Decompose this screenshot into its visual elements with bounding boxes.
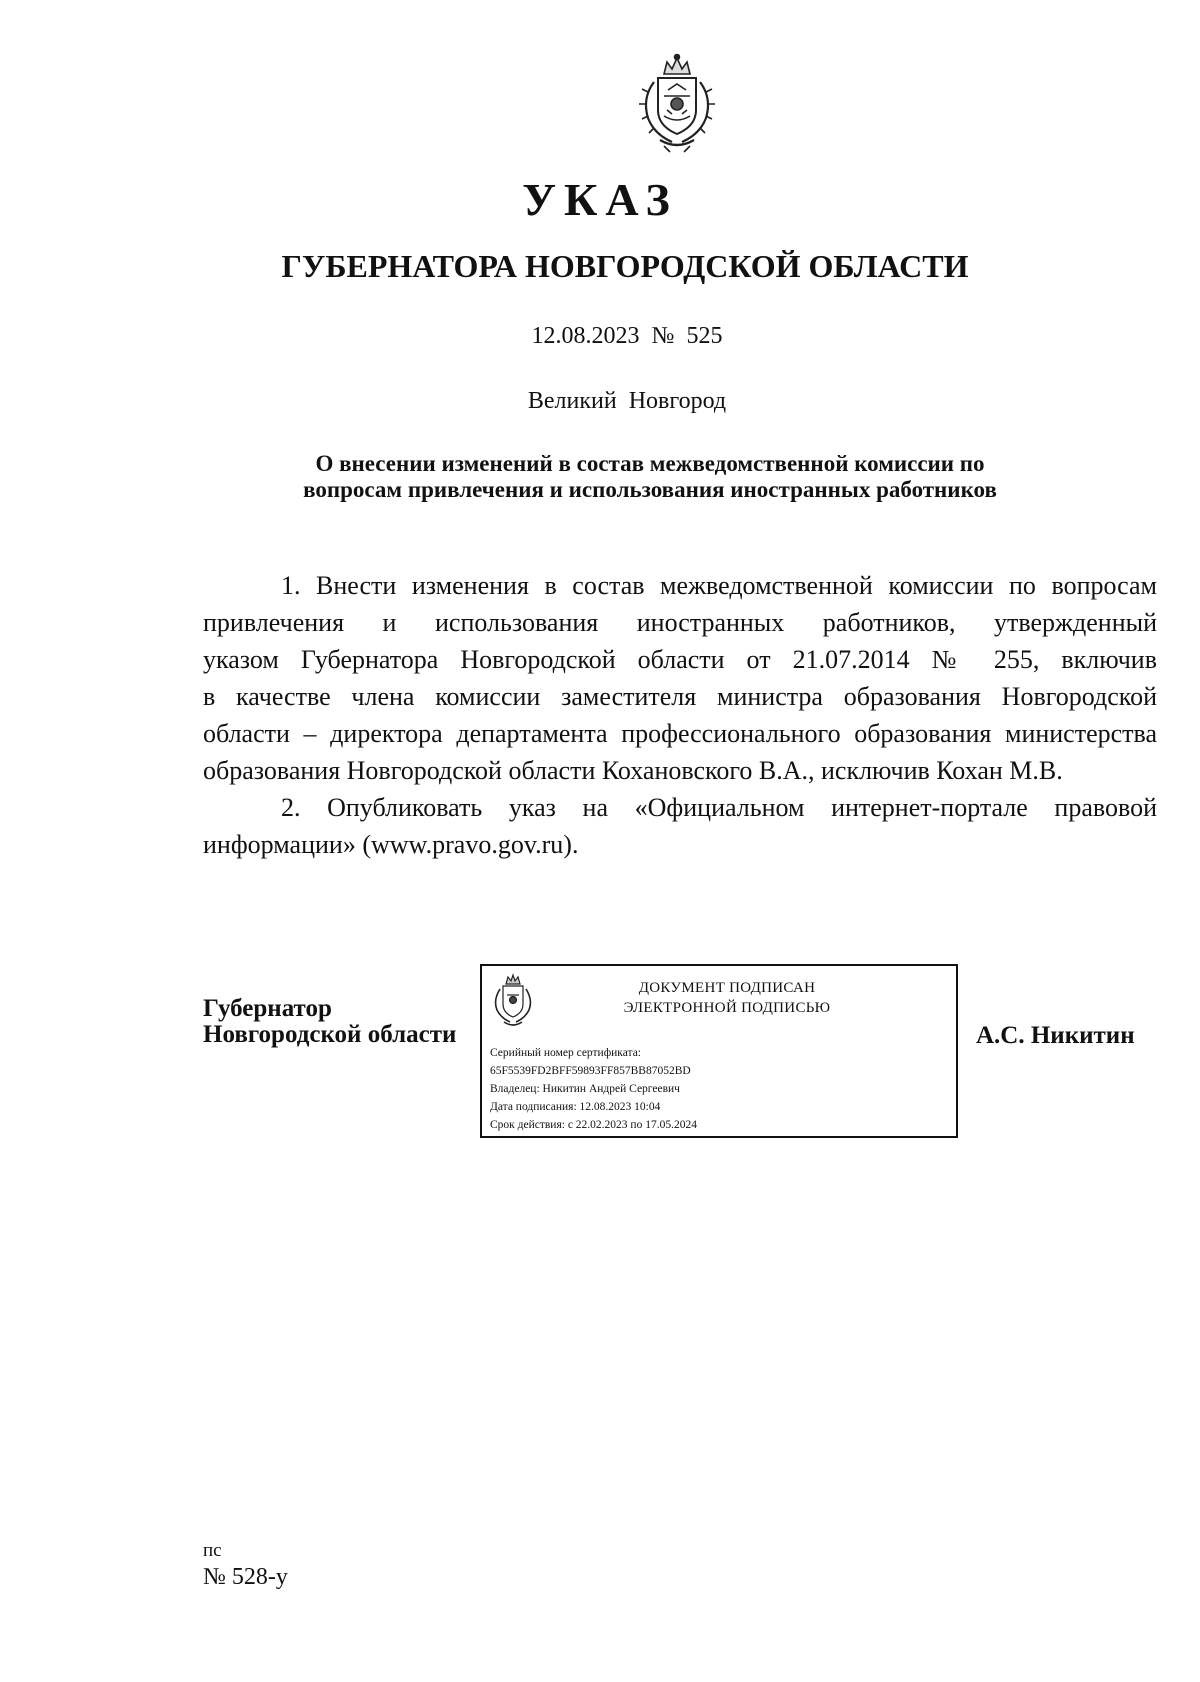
- city-name: Великий Новгород: [527, 388, 727, 414]
- body-line: области – директора департамента профессионального образования министерства: [203, 719, 1157, 748]
- body-line: 1. Внести изменения в состав межведомственной комиссии по вопросам: [281, 571, 1157, 600]
- stamp-heading: [542, 978, 912, 1018]
- footer-code: пс: [203, 1540, 222, 1561]
- signatory-name: А.С. Никитин: [976, 1022, 1135, 1049]
- document-title: УКАЗ: [522, 174, 678, 225]
- certificate-serial-value: 65F5539FD2BFF59893FF857BB87052BD: [490, 1065, 691, 1077]
- stamp-heading-line: ЭЛЕКТРОННОЙ ПОДПИСЬЮ: [623, 1000, 831, 1016]
- certificate-owner: Владелец: Никитин Андрей Сергеевич: [490, 1083, 680, 1095]
- document-body: [203, 567, 1157, 863]
- stamp-heading-line: ДОКУМЕНТ ПОДПИСАН: [638, 980, 816, 996]
- signatory-position-line: Новгородской области: [203, 1021, 457, 1048]
- signing-date: Дата подписания: 12.08.2023 10:04: [490, 1101, 661, 1113]
- certificate-serial-label: Серийный номер сертификата:: [490, 1047, 641, 1059]
- coat-of-arms-small-icon: [490, 972, 536, 1030]
- body-line: информации» (www.pravo.gov.ru).: [203, 830, 579, 859]
- body-line: указом Губернатора Новгородской области от 21.07.2014 № 255, включив: [203, 645, 1157, 674]
- electronic-signature-stamp: [480, 964, 958, 1138]
- footer-number: № 528-у: [203, 1564, 288, 1590]
- body-line: 2. Опубликовать указ на «Официальном интернет-портале правовой: [281, 793, 1157, 822]
- document-heading: [230, 451, 1070, 503]
- signatory-position: [203, 996, 456, 1048]
- heading-line: О внесении изменений в состав межведомственной комиссии по: [315, 451, 985, 476]
- stamp-details: [490, 1044, 697, 1134]
- coat-of-arms-icon: [634, 52, 720, 156]
- document-footer: [203, 1537, 288, 1591]
- body-line: привлечения и использования иностранных работников, утвержденный: [203, 608, 1157, 637]
- body-line: в качестве члена комиссии заместителя министра образования Новгородской: [203, 682, 1157, 711]
- date-and-number: 12.08.2023 № 525: [531, 323, 723, 349]
- signatory-position-line: Губернатор: [203, 995, 332, 1022]
- heading-line: вопросам привлечения и использования иностранных работников: [303, 477, 997, 502]
- document-subtitle: ГУБЕРНАТОРА НОВГОРОДСКОЙ ОБЛАСТИ: [281, 248, 969, 284]
- body-line: образования Новгородской области Кохановского В.А., исключив Кохан М.В.: [203, 756, 1063, 785]
- certificate-validity: Срок действия: с 22.02.2023 по 17.05.2024: [490, 1119, 697, 1131]
